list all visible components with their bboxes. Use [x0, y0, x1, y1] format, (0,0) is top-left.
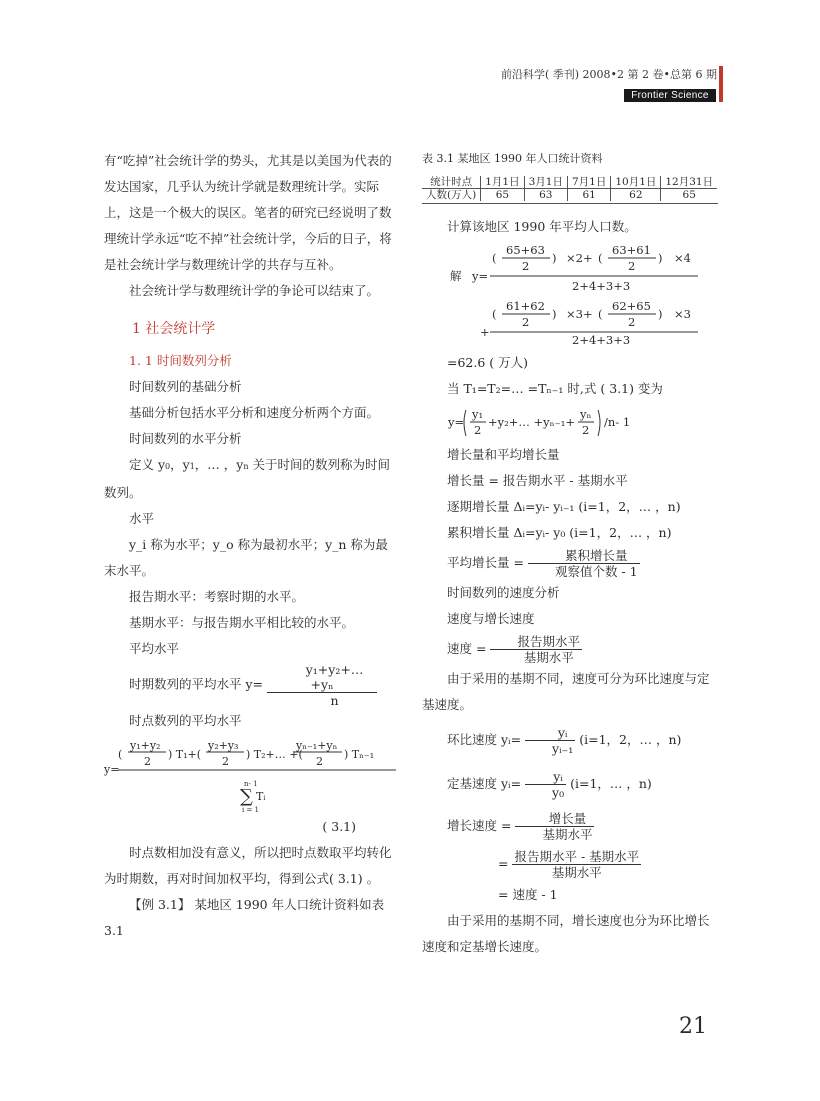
growth-speed-result: = 速度 - 1: [498, 887, 558, 902]
paragraph-3: 时点数相加没有意义，所以把时点数取平均转化为时期数，再对时间加权平均，得到公式( 3.1) 。: [104, 845, 392, 886]
text-line: 时间数列的水平分析: [129, 431, 242, 446]
svg-text:): ): [552, 307, 557, 321]
paragraph-2: 社会统计学与数理统计学的争论可以结束了。: [129, 283, 380, 298]
definition-paragraph: 定义 y0，y1，… ，yn 关于时间的数列称为时间数列。: [104, 457, 390, 500]
svg-text:(: (: [598, 307, 603, 321]
svg-text:2: 2: [474, 423, 482, 437]
growth-speed-expanded: = $\frac{\text{报告期水平 - 基期水平}}{\text{基期水平}}$: [498, 849, 640, 880]
svg-text:×3: ×3: [674, 307, 691, 321]
text-line: 报告期水平：考察时期的水平。: [129, 589, 305, 604]
speed-formula: 速度 = $\frac{\text{报告期水平}}{\text{基期水平}}$: [447, 634, 580, 665]
svg-text:2+4+3+3: 2+4+3+3: [572, 333, 631, 344]
svg-text:(: (: [492, 307, 497, 321]
condition-line: 当 T₁=T₂=… =Tₙ₋₁ 时,式 ( 3.1) 变为: [447, 381, 663, 396]
solution-formula: [422, 240, 718, 344]
svg-text:2: 2: [628, 259, 636, 273]
growth-speed-formula: 增长速度 = $\frac{\text{增长量}}{\text{基期水平}}$: [447, 811, 593, 842]
text-line: 平均水平: [129, 641, 180, 656]
text-line: 基础分析包括水平分析和速度分析两个方面。: [129, 405, 380, 420]
text-paragraph: 由于采用的基期不同，增长速度也分为环比增长速度和定基增长速度。: [422, 913, 710, 954]
svg-text:yₙ: yₙ: [580, 407, 592, 421]
population-table-wrapper: [422, 176, 718, 204]
svg-text:(: (: [598, 251, 603, 265]
svg-text:2: 2: [522, 259, 530, 273]
svg-text:(: (: [492, 251, 497, 265]
svg-text:) Tₙ₋₁: ) Tₙ₋₁: [344, 748, 375, 761]
table-header-row: 统计时点 1月1日 3月1日 7月1日 10月1日 12月31日: [422, 176, 717, 189]
page-number: 21: [679, 1014, 707, 1039]
svg-text:∑: ∑: [240, 786, 253, 807]
text-line: 时点数列的平均水平: [129, 713, 242, 728]
period-average-formula: 时期数列的平均水平 y= $\frac{\text{y₁+y₂+… +yₙ}}{n}$: [104, 662, 396, 708]
svg-text:+: +: [480, 325, 490, 339]
svg-text:63+61: 63+61: [612, 243, 651, 257]
svg-text:(: (: [118, 748, 123, 761]
svg-text:/n- 1: /n- 1: [604, 415, 631, 429]
svg-text:) T₁+(: ) T₁+(: [168, 748, 202, 761]
svg-text:+y₂+… +yₙ₋₁+: +y₂+… +yₙ₋₁+: [488, 415, 575, 429]
svg-text:2: 2: [144, 755, 151, 768]
text-line: 水平: [129, 511, 155, 526]
svg-text:y₂+y₃: y₂+y₃: [208, 739, 239, 752]
svg-text:y₁: y₁: [472, 407, 484, 421]
svg-text:y=: y=: [448, 415, 465, 429]
svg-text:2: 2: [522, 315, 530, 329]
svg-text:y=: y=: [472, 269, 489, 283]
text-line: 增长量 = 报告期水平 - 基期水平: [447, 473, 628, 488]
svg-text:): ): [552, 251, 557, 265]
svg-text:2: 2: [628, 315, 636, 329]
question-line: 计算该地区 1990 年平均人口数。: [447, 219, 637, 234]
level-definition: y_i 称为水平；y_o 称为最初水平；y_n 称为最末水平。: [104, 537, 388, 578]
svg-text:2+4+3+3: 2+4+3+3: [572, 279, 631, 293]
svg-text:65+63: 65+63: [506, 243, 545, 257]
svg-text:62+65: 62+65: [612, 299, 651, 313]
text-paragraph: 由于采用的基期不同，速度可分为环比速度与定基速度。: [422, 671, 710, 712]
svg-text:i = 1: i = 1: [242, 806, 260, 814]
fixed-speed-formula: 定基速度 yᵢ= $\frac{\text{yᵢ}}{\text{y₀}}$ (i=1，… ，n): [447, 769, 652, 800]
paragraph-1: 有“吃掉”社会统计学的势头，尤其是以美国为代表的发达国家，几乎认为统计学就是数理统计学。实际上，这是一个极大的误区。笔者的研究已经说明了数理统计学永远“吃不掉”社会统计学，今后的日子，将是社会统计学与数理统计学的共存与互补。: [104, 153, 392, 272]
subsection-heading: 1. 1 时间数列分析: [129, 353, 232, 368]
svg-text:2: 2: [582, 423, 590, 437]
svg-text:解: 解: [450, 269, 462, 283]
svg-text:2: 2: [316, 755, 323, 768]
svg-text:×4: ×4: [674, 251, 691, 265]
svg-text:) T₂+… +(: ) T₂+… +(: [246, 748, 303, 761]
svg-text:yₙ₋₁+yₙ: yₙ₋₁+yₙ: [296, 739, 338, 752]
svg-text:61+62: 61+62: [506, 299, 545, 313]
text-line: 时间数列的速度分析: [447, 585, 560, 600]
text-line: 基期水平：与报告期水平相比较的水平。: [129, 615, 355, 630]
right-column: [422, 148, 718, 960]
text-line: 累积增长量 Δᵢ=yᵢ- y₀ (i=1，2，… ，n): [447, 525, 672, 540]
avg-growth-formula: 平均增长量 = $\frac{\text{累积增长量}}{\text{观察值个数 - 1}}$: [447, 548, 638, 579]
formula-3-1: [104, 734, 396, 814]
svg-text:×3+: ×3+: [566, 307, 593, 321]
svg-text:y₁+y₂: y₁+y₂: [130, 739, 161, 752]
text-line: 速度与增长速度: [447, 611, 535, 626]
equation-number: ( 3.1): [322, 819, 356, 834]
svg-text:): ): [658, 251, 663, 265]
chain-speed-formula: 环比速度 yᵢ= $\frac{\text{yᵢ}}{\text{yᵢ₋₁}}$ (i=1，2，… ，n): [447, 725, 682, 756]
result-line: =62.6 ( 万人): [447, 355, 529, 370]
brand-label: Frontier Science: [624, 89, 716, 102]
simplified-formula: [422, 402, 718, 442]
example-paragraph: 【例 3.1】 某地区 1990 年人口统计资料如表 3.1: [104, 897, 385, 938]
table-caption: 表 3.1 某地区 1990 年人口统计资料: [422, 152, 603, 165]
text-line: 增长量和平均增长量: [447, 447, 560, 462]
population-table: [422, 176, 717, 201]
table-row: 人数(万人) 65 63 61 62 65: [422, 189, 717, 202]
svg-text:2: 2: [222, 755, 229, 768]
left-column: [104, 148, 396, 944]
text-line: 时间数列的基础分析: [129, 379, 242, 394]
svg-text:Tᵢ: Tᵢ: [256, 790, 266, 803]
text-line: 逐期增长量 Δᵢ=yᵢ- yᵢ₋₁ (i=1，2，… ，n): [447, 499, 681, 514]
svg-text:): ): [658, 307, 663, 321]
svg-text:y=: y=: [104, 763, 120, 776]
section-heading: 1 社会统计学: [132, 321, 216, 337]
svg-text:n- 1: n- 1: [244, 780, 258, 788]
svg-text:×2+: ×2+: [566, 251, 593, 265]
journal-header: 前沿科学( 季刊) 2008•2 第 2 卷•总第 6 期: [500, 68, 717, 81]
header-accent-bar: [719, 66, 723, 102]
